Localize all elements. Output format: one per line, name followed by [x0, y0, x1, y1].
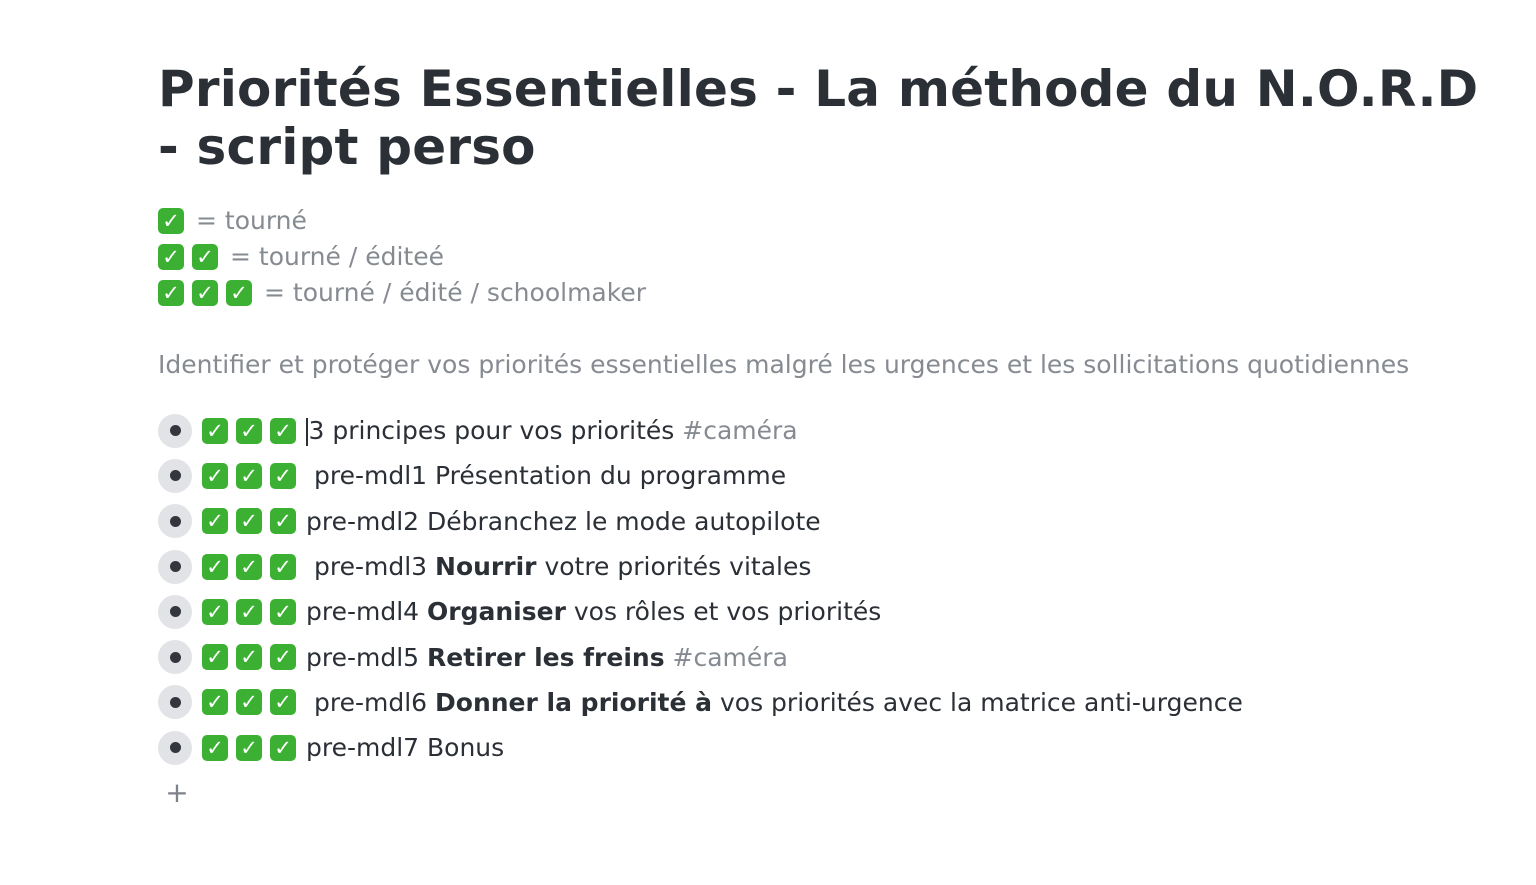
- legend-text: = tourné / éditeé: [230, 242, 444, 271]
- check-mark-icon: ✓: [202, 599, 228, 625]
- check-mark-icon: ✓: [270, 735, 296, 761]
- text-caret: [306, 418, 308, 446]
- list-item[interactable]: [158, 453, 1243, 498]
- bullet-dot: [170, 652, 181, 663]
- bullet-dot-icon[interactable]: [158, 550, 192, 584]
- check-mark-icon: ✓: [270, 599, 296, 625]
- list-item[interactable]: [158, 634, 1243, 679]
- check-group: [202, 418, 304, 444]
- item-text[interactable]: [306, 416, 798, 446]
- check-mark-icon: ✓: [192, 244, 218, 270]
- item-text-bold: Retirer les freins: [427, 642, 665, 672]
- item-text[interactable]: [306, 733, 504, 762]
- item-text-bold: Organiser: [427, 597, 566, 627]
- item-text-main: 3 principes pour vos priorités: [308, 415, 675, 445]
- item-text[interactable]: [314, 552, 811, 581]
- item-text-after: votre priorités vitales: [544, 552, 812, 582]
- bullet-dot-icon[interactable]: [158, 685, 192, 719]
- check-mark-icon: ✓: [270, 644, 296, 670]
- check-mark-icon: ✓: [202, 689, 228, 715]
- check-mark-icon: ✓: [236, 418, 262, 444]
- check-group: [202, 689, 304, 715]
- item-text-main: pre-mdl6: [314, 687, 428, 717]
- check-mark-icon: ✓: [202, 644, 228, 670]
- bullet-dot: [170, 425, 181, 436]
- item-text[interactable]: [314, 461, 786, 490]
- check-mark-icon: ✓: [226, 280, 252, 306]
- item-text[interactable]: [306, 597, 881, 626]
- check-mark-icon: ✓: [270, 508, 296, 534]
- bullet-dot: [170, 516, 181, 527]
- legend-text: = tourné: [196, 206, 307, 235]
- item-list: [158, 408, 1243, 770]
- check-mark-icon: ✓: [236, 463, 262, 489]
- check-mark-icon: ✓: [236, 554, 262, 580]
- add-item-plus-icon[interactable]: +: [165, 776, 189, 809]
- check-mark-icon: ✓: [236, 689, 262, 715]
- check-mark-icon: ✓: [236, 508, 262, 534]
- bullet-dot-icon[interactable]: [158, 731, 192, 765]
- item-text-main: pre-mdl1 Présentation du programme: [314, 461, 787, 491]
- check-group: [202, 508, 304, 534]
- bullet-dot-icon[interactable]: [158, 640, 192, 674]
- check-mark-icon: ✓: [270, 554, 296, 580]
- item-text[interactable]: [306, 507, 821, 536]
- check-group: [202, 735, 304, 761]
- item-text[interactable]: [306, 643, 788, 672]
- legend-text: = tourné / édité / schoolmaker: [264, 278, 646, 307]
- check-mark-icon: ✓: [158, 280, 184, 306]
- check-mark-icon: ✓: [202, 418, 228, 444]
- item-text-main: pre-mdl2 Débranchez le mode autopilote: [306, 506, 821, 536]
- check-mark-icon: ✓: [202, 508, 228, 534]
- check-mark-icon: ✓: [202, 735, 228, 761]
- list-item[interactable]: [158, 725, 1243, 770]
- check-mark-icon: ✓: [202, 463, 228, 489]
- legend[interactable]: [158, 203, 646, 311]
- bullet-dot: [170, 470, 181, 481]
- check-mark-icon: ✓: [270, 463, 296, 489]
- bullet-dot: [170, 606, 181, 617]
- check-mark-icon: ✓: [192, 280, 218, 306]
- check-mark-icon: ✓: [158, 208, 184, 234]
- bullet-dot: [170, 697, 181, 708]
- item-text-main: pre-mdl7 Bonus: [306, 733, 505, 763]
- camera-tag[interactable]: #caméra: [672, 642, 788, 672]
- check-group: [202, 644, 304, 670]
- check-group: [202, 463, 304, 489]
- item-text-bold: Donner la priorité à: [435, 687, 713, 717]
- legend-line-1: [158, 203, 646, 239]
- check-mark-icon: ✓: [236, 644, 262, 670]
- bullet-dot: [170, 742, 181, 753]
- check-mark-icon: ✓: [236, 735, 262, 761]
- page-description[interactable]: Identifier et protéger vos priorités essentielles malgré les urgences et les sollicitations quotidiennes: [158, 350, 1410, 379]
- item-text[interactable]: [314, 688, 1243, 717]
- page-title[interactable]: Priorités Essentielles - La méthode du N.O.R.D - script perso: [158, 60, 1479, 176]
- check-mark-icon: ✓: [270, 689, 296, 715]
- camera-tag[interactable]: #caméra: [682, 415, 798, 445]
- list-item[interactable]: [158, 544, 1243, 589]
- item-text-main: pre-mdl4: [306, 597, 420, 627]
- list-item[interactable]: [158, 589, 1243, 634]
- legend-line-2: [158, 239, 646, 275]
- check-mark-icon: ✓: [270, 418, 296, 444]
- check-group: [202, 554, 304, 580]
- item-text-after: vos priorités avec la matrice anti-urgence: [720, 687, 1243, 717]
- check-group: [202, 599, 304, 625]
- bullet-dot-icon[interactable]: [158, 414, 192, 448]
- list-item[interactable]: [158, 408, 1243, 453]
- list-item[interactable]: [158, 499, 1243, 544]
- legend-line-3: [158, 275, 646, 311]
- bullet-dot: [170, 561, 181, 572]
- check-mark-icon: ✓: [202, 554, 228, 580]
- bullet-dot-icon[interactable]: [158, 459, 192, 493]
- item-text-bold: Nourrir: [435, 552, 537, 582]
- list-item[interactable]: [158, 680, 1243, 725]
- item-text-after: vos rôles et vos priorités: [573, 597, 882, 627]
- bullet-dot-icon[interactable]: [158, 595, 192, 629]
- bullet-dot-icon[interactable]: [158, 504, 192, 538]
- check-mark-icon: ✓: [236, 599, 262, 625]
- item-text-main: pre-mdl3: [314, 552, 428, 582]
- item-text-main: pre-mdl5: [306, 642, 420, 672]
- check-mark-icon: ✓: [158, 244, 184, 270]
